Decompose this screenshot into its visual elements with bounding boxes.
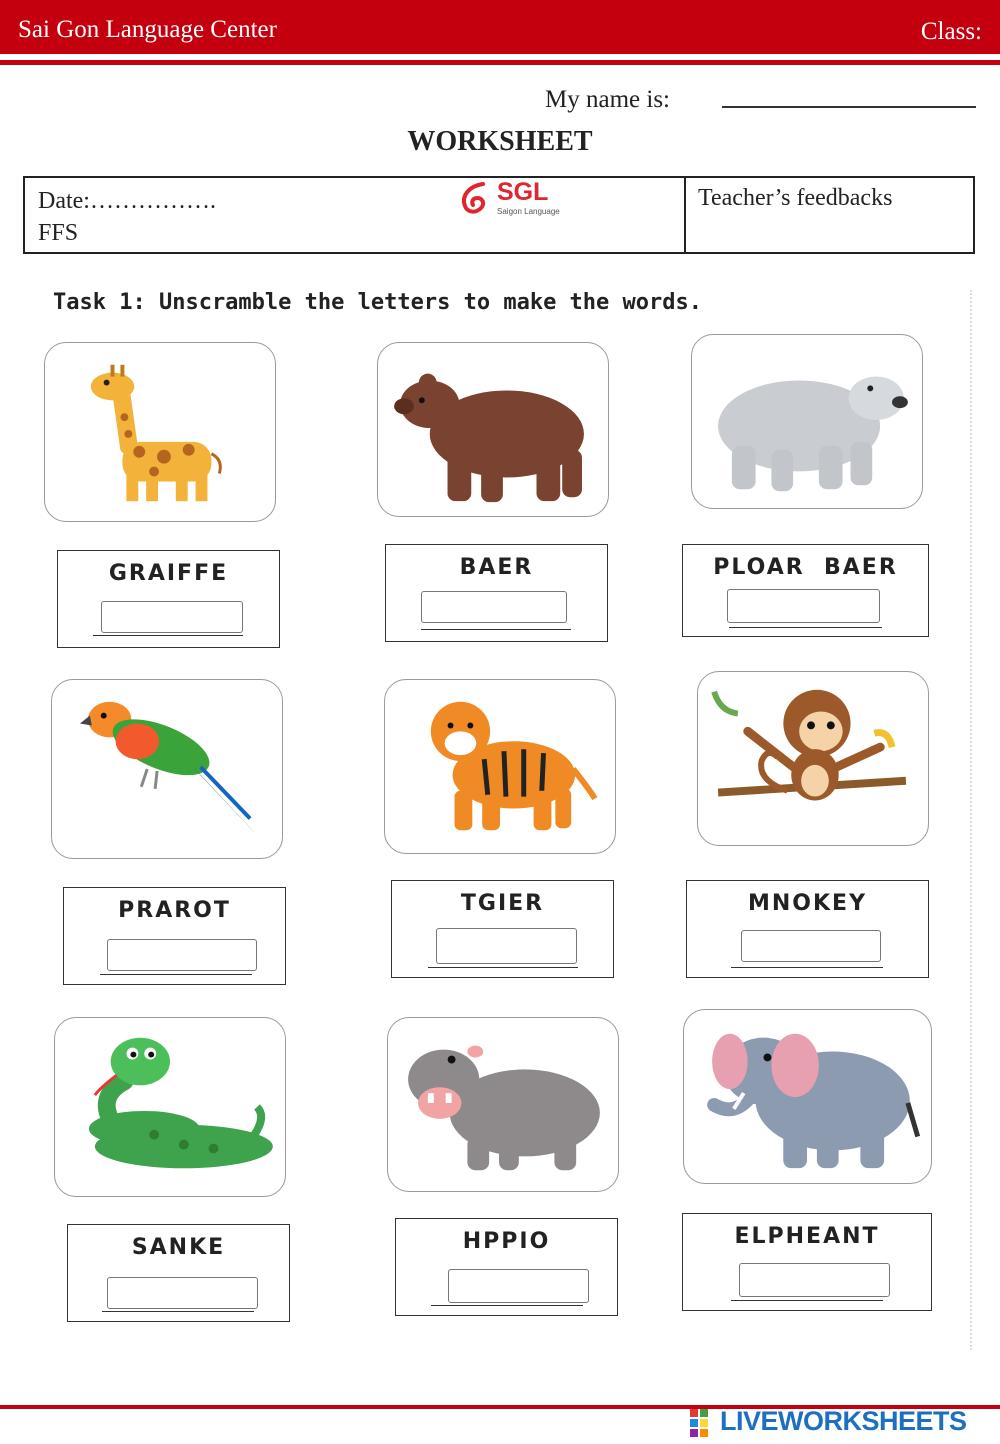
answer-input[interactable] bbox=[436, 928, 577, 964]
picture-card-snake bbox=[54, 1017, 286, 1197]
name-line bbox=[722, 106, 976, 108]
answer-input[interactable] bbox=[421, 591, 567, 623]
picture-card-elephant bbox=[683, 1009, 932, 1184]
scrambled-word: BAER bbox=[459, 555, 534, 580]
picture-card-tiger bbox=[384, 679, 616, 854]
answer-underline bbox=[428, 967, 578, 968]
answer-underline bbox=[729, 627, 882, 628]
monkey-icon bbox=[698, 672, 928, 845]
answer-underline bbox=[102, 1311, 254, 1312]
elephant-icon bbox=[684, 1010, 931, 1183]
word-box-4 bbox=[63, 887, 286, 985]
hippo-icon bbox=[388, 1018, 618, 1191]
liveworksheets-logo-icon bbox=[690, 1409, 718, 1437]
date-label: Date:……………. bbox=[38, 188, 216, 214]
level-label: FFS bbox=[38, 220, 79, 246]
giraffe-icon bbox=[45, 343, 275, 521]
word-box-5 bbox=[391, 880, 614, 978]
word-box-9 bbox=[682, 1213, 932, 1311]
center-name: Sai Gon Language Center bbox=[18, 16, 277, 43]
picture-card-brown-bear bbox=[377, 342, 609, 517]
word-box-2 bbox=[385, 544, 608, 642]
date-cell bbox=[38, 185, 216, 249]
name-label: My name is: bbox=[545, 86, 670, 113]
word-box-1 bbox=[57, 550, 280, 648]
word-box-6 bbox=[686, 880, 929, 978]
word-box-8 bbox=[395, 1218, 618, 1316]
answer-underline bbox=[421, 629, 571, 630]
snake-icon bbox=[55, 1018, 285, 1196]
answer-input[interactable] bbox=[107, 1277, 258, 1309]
scrambled-word: MNOKEY bbox=[747, 891, 867, 916]
teacher-feedback-label: Teacher’s feedbacks bbox=[698, 185, 893, 211]
answer-input[interactable] bbox=[727, 589, 880, 623]
scrambled-word: PLOAR BAER bbox=[713, 555, 898, 580]
picture-card-polar-bear bbox=[691, 334, 923, 509]
picture-card-hippo bbox=[387, 1017, 619, 1192]
logo-sub: Saigon Language bbox=[497, 207, 560, 216]
answer-underline bbox=[731, 1300, 883, 1301]
scrambled-word: GRAIFFE bbox=[108, 561, 229, 586]
worksheet-title: WORKSHEET bbox=[407, 126, 593, 157]
page-margin-dots bbox=[970, 290, 972, 1350]
brand-text: LIVEWORKSHEETS bbox=[720, 1406, 967, 1436]
header-rule bbox=[0, 60, 1000, 65]
scrambled-word: ELPHEANT bbox=[734, 1224, 880, 1249]
logo-swoosh-icon bbox=[457, 180, 497, 220]
answer-input[interactable] bbox=[107, 939, 257, 971]
scrambled-word: SANKE bbox=[131, 1235, 226, 1260]
word-box-7 bbox=[67, 1224, 290, 1322]
tiger-icon bbox=[385, 680, 615, 853]
polar-bear-icon bbox=[692, 335, 922, 508]
picture-card-parrot bbox=[51, 679, 283, 859]
answer-input[interactable] bbox=[101, 601, 243, 633]
answer-underline bbox=[100, 974, 252, 975]
info-divider bbox=[684, 178, 686, 252]
answer-input[interactable] bbox=[741, 930, 881, 962]
class-label: Class: bbox=[920, 18, 982, 45]
scrambled-word: PRAROT bbox=[118, 898, 231, 923]
answer-input[interactable] bbox=[739, 1263, 890, 1297]
liveworksheets-brand bbox=[690, 1406, 996, 1438]
picture-card-monkey bbox=[697, 671, 929, 846]
parrot-icon bbox=[52, 680, 282, 858]
info-table bbox=[23, 176, 975, 254]
scrambled-word: TGIER bbox=[460, 891, 545, 916]
answer-underline bbox=[431, 1305, 583, 1306]
logo-text: SGL bbox=[497, 178, 549, 206]
task-instruction: Task 1: Unscramble the letters to make the words. bbox=[53, 290, 703, 315]
picture-card-giraffe bbox=[44, 342, 276, 522]
answer-underline bbox=[93, 635, 243, 636]
brown-bear-icon bbox=[378, 343, 608, 516]
scrambled-word: HPPIO bbox=[462, 1229, 551, 1254]
word-box-3 bbox=[682, 544, 929, 637]
answer-underline bbox=[731, 967, 883, 968]
answer-input[interactable] bbox=[448, 1269, 589, 1303]
